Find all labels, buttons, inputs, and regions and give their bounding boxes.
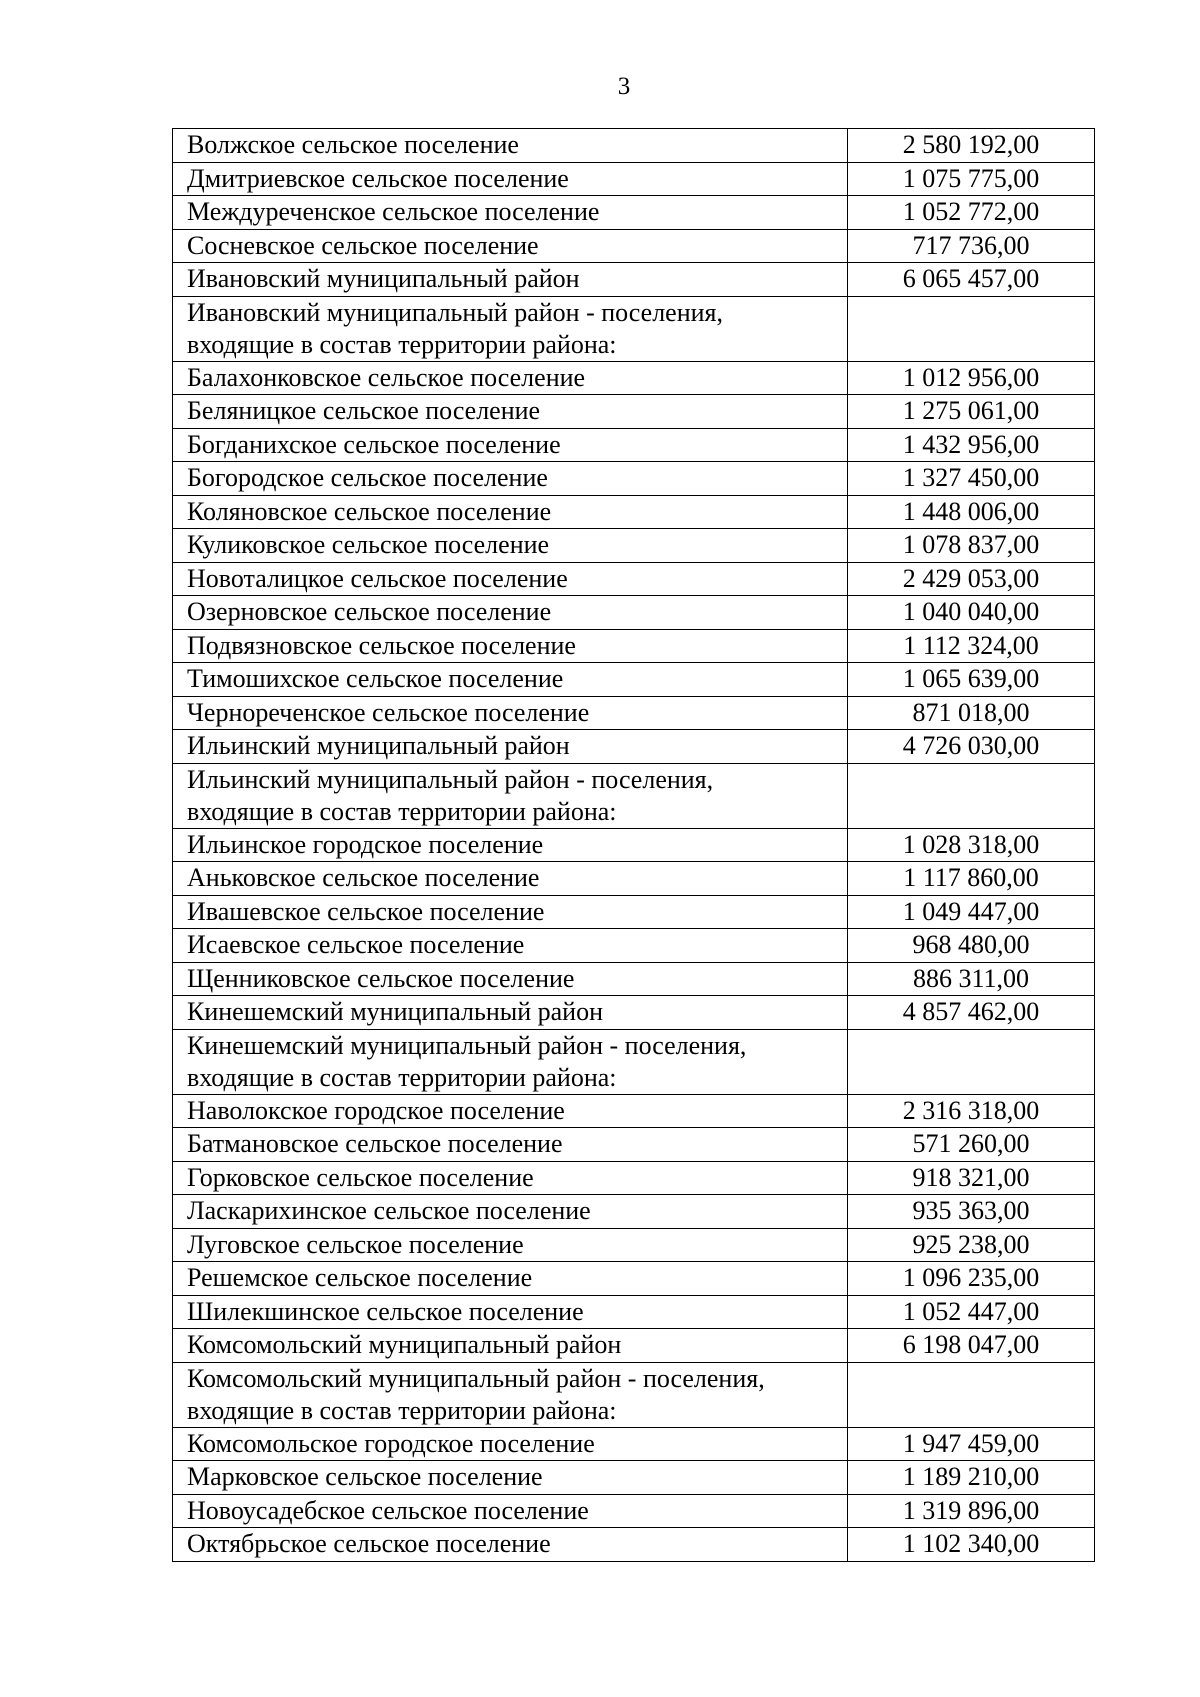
table-row bbox=[173, 1528, 1095, 1562]
settlement-name-cell: Аньковское сельское поселение bbox=[173, 862, 848, 896]
settlement-name-cell: Богородское сельское поселение bbox=[173, 462, 848, 496]
settlement-name-line: Ивановский муниципальный район - поселения, bbox=[187, 297, 723, 327]
settlement-name-cell: Исаевское сельское поселение bbox=[173, 929, 848, 963]
table-row bbox=[173, 1094, 1095, 1128]
settlement-name-cell: Балахонковское сельское поселение bbox=[173, 361, 848, 395]
table-row bbox=[173, 828, 1095, 862]
settlement-name-cell: Комсомольский муниципальный район bbox=[173, 1329, 848, 1363]
table-row-group-header bbox=[173, 1362, 1095, 1427]
table-row bbox=[173, 428, 1095, 462]
table-row bbox=[173, 596, 1095, 630]
amount-cell: 1 432 956,00 bbox=[848, 428, 1095, 462]
table-row bbox=[173, 1461, 1095, 1495]
settlement-name-cell: Марковское сельское поселение bbox=[173, 1461, 848, 1495]
amount-cell: 2 316 318,00 bbox=[848, 1094, 1095, 1128]
settlement-name-cell: Луговское сельское поселение bbox=[173, 1228, 848, 1262]
amount-cell: 2 580 192,00 bbox=[848, 129, 1095, 163]
amount-cell: 4 857 462,00 bbox=[848, 996, 1095, 1030]
settlement-name-cell: Волжское сельское поселение bbox=[173, 129, 848, 163]
table-row bbox=[173, 962, 1095, 996]
settlement-name-cell: Решемское сельское поселение bbox=[173, 1262, 848, 1296]
amount-cell: 571 260,00 bbox=[848, 1128, 1095, 1162]
amount-cell bbox=[848, 1029, 1095, 1094]
amount-cell: 1 096 235,00 bbox=[848, 1262, 1095, 1296]
table-row bbox=[173, 229, 1095, 263]
settlement-name-cell bbox=[173, 763, 848, 828]
table-row bbox=[173, 196, 1095, 230]
settlement-name-cell: Ивановский муниципальный район bbox=[173, 263, 848, 297]
settlement-name-cell: Озерновское сельское поселение bbox=[173, 596, 848, 630]
amount-cell: 871 018,00 bbox=[848, 696, 1095, 730]
allocation-table bbox=[172, 128, 1095, 1562]
settlement-name-cell: Чернореченское сельское поселение bbox=[173, 696, 848, 730]
table-row bbox=[173, 162, 1095, 196]
table-row bbox=[173, 395, 1095, 429]
amount-cell: 1 327 450,00 bbox=[848, 462, 1095, 496]
amount-cell: 1 049 447,00 bbox=[848, 895, 1095, 929]
settlement-name-cell: Батмановское сельское поселение bbox=[173, 1128, 848, 1162]
amount-cell: 918 321,00 bbox=[848, 1161, 1095, 1195]
amount-cell: 1 028 318,00 bbox=[848, 828, 1095, 862]
amount-cell: 1 448 006,00 bbox=[848, 495, 1095, 529]
amount-cell: 1 102 340,00 bbox=[848, 1528, 1095, 1562]
page-number: 3 bbox=[617, 73, 631, 100]
table-row-group-header bbox=[173, 1029, 1095, 1094]
settlement-name-cell: Коляновское сельское поселение bbox=[173, 495, 848, 529]
settlement-name-line: входящие в состав территории района: bbox=[187, 329, 617, 359]
allocation-table-body bbox=[173, 129, 1095, 1562]
settlement-name-cell: Новоталицкое сельское поселение bbox=[173, 562, 848, 596]
settlement-name-cell: Беляницкое сельское поселение bbox=[173, 395, 848, 429]
settlement-name-cell: Кинешемский муниципальный район bbox=[173, 996, 848, 1030]
settlement-name-cell: Междуреченское сельское поселение bbox=[173, 196, 848, 230]
amount-cell: 968 480,00 bbox=[848, 929, 1095, 963]
amount-cell: 6 198 047,00 bbox=[848, 1329, 1095, 1363]
amount-cell: 1 052 447,00 bbox=[848, 1295, 1095, 1329]
table-row bbox=[173, 1128, 1095, 1162]
table-row bbox=[173, 1427, 1095, 1461]
table-row bbox=[173, 129, 1095, 163]
table-row bbox=[173, 663, 1095, 697]
table-row bbox=[173, 361, 1095, 395]
table-row bbox=[173, 562, 1095, 596]
amount-cell: 1 075 775,00 bbox=[848, 162, 1095, 196]
amount-cell bbox=[848, 1362, 1095, 1427]
table-row bbox=[173, 263, 1095, 297]
settlement-name-cell: Дмитриевское сельское поселение bbox=[173, 162, 848, 196]
settlement-name-cell: Сосневское сельское поселение bbox=[173, 229, 848, 263]
amount-cell: 1 052 772,00 bbox=[848, 196, 1095, 230]
amount-cell: 1 040 040,00 bbox=[848, 596, 1095, 630]
settlement-name-cell: Куликовское сельское поселение bbox=[173, 529, 848, 563]
table-row bbox=[173, 1161, 1095, 1195]
table-row bbox=[173, 862, 1095, 896]
settlement-name-line: Ильинский муниципальный район - поселения, bbox=[187, 764, 714, 794]
table-row-group-header bbox=[173, 763, 1095, 828]
amount-cell: 1 275 061,00 bbox=[848, 395, 1095, 429]
settlement-name-cell: Горковское сельское поселение bbox=[173, 1161, 848, 1195]
amount-cell: 1 189 210,00 bbox=[848, 1461, 1095, 1495]
amount-cell: 1 947 459,00 bbox=[848, 1427, 1095, 1461]
table-row bbox=[173, 1262, 1095, 1296]
table-row bbox=[173, 629, 1095, 663]
settlement-name-cell: Ивашевское сельское поселение bbox=[173, 895, 848, 929]
amount-cell: 1 012 956,00 bbox=[848, 361, 1095, 395]
table-row bbox=[173, 1329, 1095, 1363]
settlement-name-cell: Октябрьское сельское поселение bbox=[173, 1528, 848, 1562]
settlement-name-line: входящие в состав территории района: bbox=[187, 1062, 617, 1092]
amount-cell: 1 319 896,00 bbox=[848, 1494, 1095, 1528]
amount-cell: 1 065 639,00 bbox=[848, 663, 1095, 697]
table-row bbox=[173, 1195, 1095, 1229]
settlement-name-cell: Щенниковское сельское поселение bbox=[173, 962, 848, 996]
amount-cell: 6 065 457,00 bbox=[848, 263, 1095, 297]
settlement-name-cell: Новоусадебское сельское поселение bbox=[173, 1494, 848, 1528]
amount-cell: 925 238,00 bbox=[848, 1228, 1095, 1262]
settlement-name-cell: Шилекшинское сельское поселение bbox=[173, 1295, 848, 1329]
settlement-name-cell: Ласкарихинское сельское поселение bbox=[173, 1195, 848, 1229]
settlement-name-line: Комсомольский муниципальный район - поселения, bbox=[187, 1363, 765, 1393]
settlement-name-cell: Наволокское городское поселение bbox=[173, 1094, 848, 1128]
table-row-group-header bbox=[173, 296, 1095, 361]
amount-cell: 1 117 860,00 bbox=[848, 862, 1095, 896]
amount-cell: 1 112 324,00 bbox=[848, 629, 1095, 663]
settlement-name-line: входящие в состав территории района: bbox=[187, 796, 617, 826]
table-row bbox=[173, 696, 1095, 730]
settlement-name-cell bbox=[173, 296, 848, 361]
settlement-name-cell: Ильинский муниципальный район bbox=[173, 730, 848, 764]
table-row bbox=[173, 730, 1095, 764]
settlement-name-cell: Подвязновское сельское поселение bbox=[173, 629, 848, 663]
settlement-name-cell: Богданихское сельское поселение bbox=[173, 428, 848, 462]
table-row bbox=[173, 996, 1095, 1030]
table-row bbox=[173, 529, 1095, 563]
settlement-name-line: Кинешемский муниципальный район - поселения, bbox=[187, 1030, 747, 1060]
table-row bbox=[173, 495, 1095, 529]
table-row bbox=[173, 1295, 1095, 1329]
settlement-name-cell: Комсомольское городское поселение bbox=[173, 1427, 848, 1461]
settlement-name-cell bbox=[173, 1362, 848, 1427]
amount-cell: 935 363,00 bbox=[848, 1195, 1095, 1229]
amount-cell bbox=[848, 763, 1095, 828]
amount-cell: 1 078 837,00 bbox=[848, 529, 1095, 563]
amount-cell: 886 311,00 bbox=[848, 962, 1095, 996]
table-row bbox=[173, 1494, 1095, 1528]
amount-cell: 4 726 030,00 bbox=[848, 730, 1095, 764]
amount-cell: 717 736,00 bbox=[848, 229, 1095, 263]
settlement-name-cell: Тимошихское сельское поселение bbox=[173, 663, 848, 697]
table-row bbox=[173, 1228, 1095, 1262]
settlement-name-line: входящие в состав территории района: bbox=[187, 1395, 617, 1425]
amount-cell: 2 429 053,00 bbox=[848, 562, 1095, 596]
amount-cell bbox=[848, 296, 1095, 361]
settlement-name-cell bbox=[173, 1029, 848, 1094]
settlement-name-cell: Ильинское городское поселение bbox=[173, 828, 848, 862]
table-row bbox=[173, 895, 1095, 929]
table-row bbox=[173, 462, 1095, 496]
table-row bbox=[173, 929, 1095, 963]
